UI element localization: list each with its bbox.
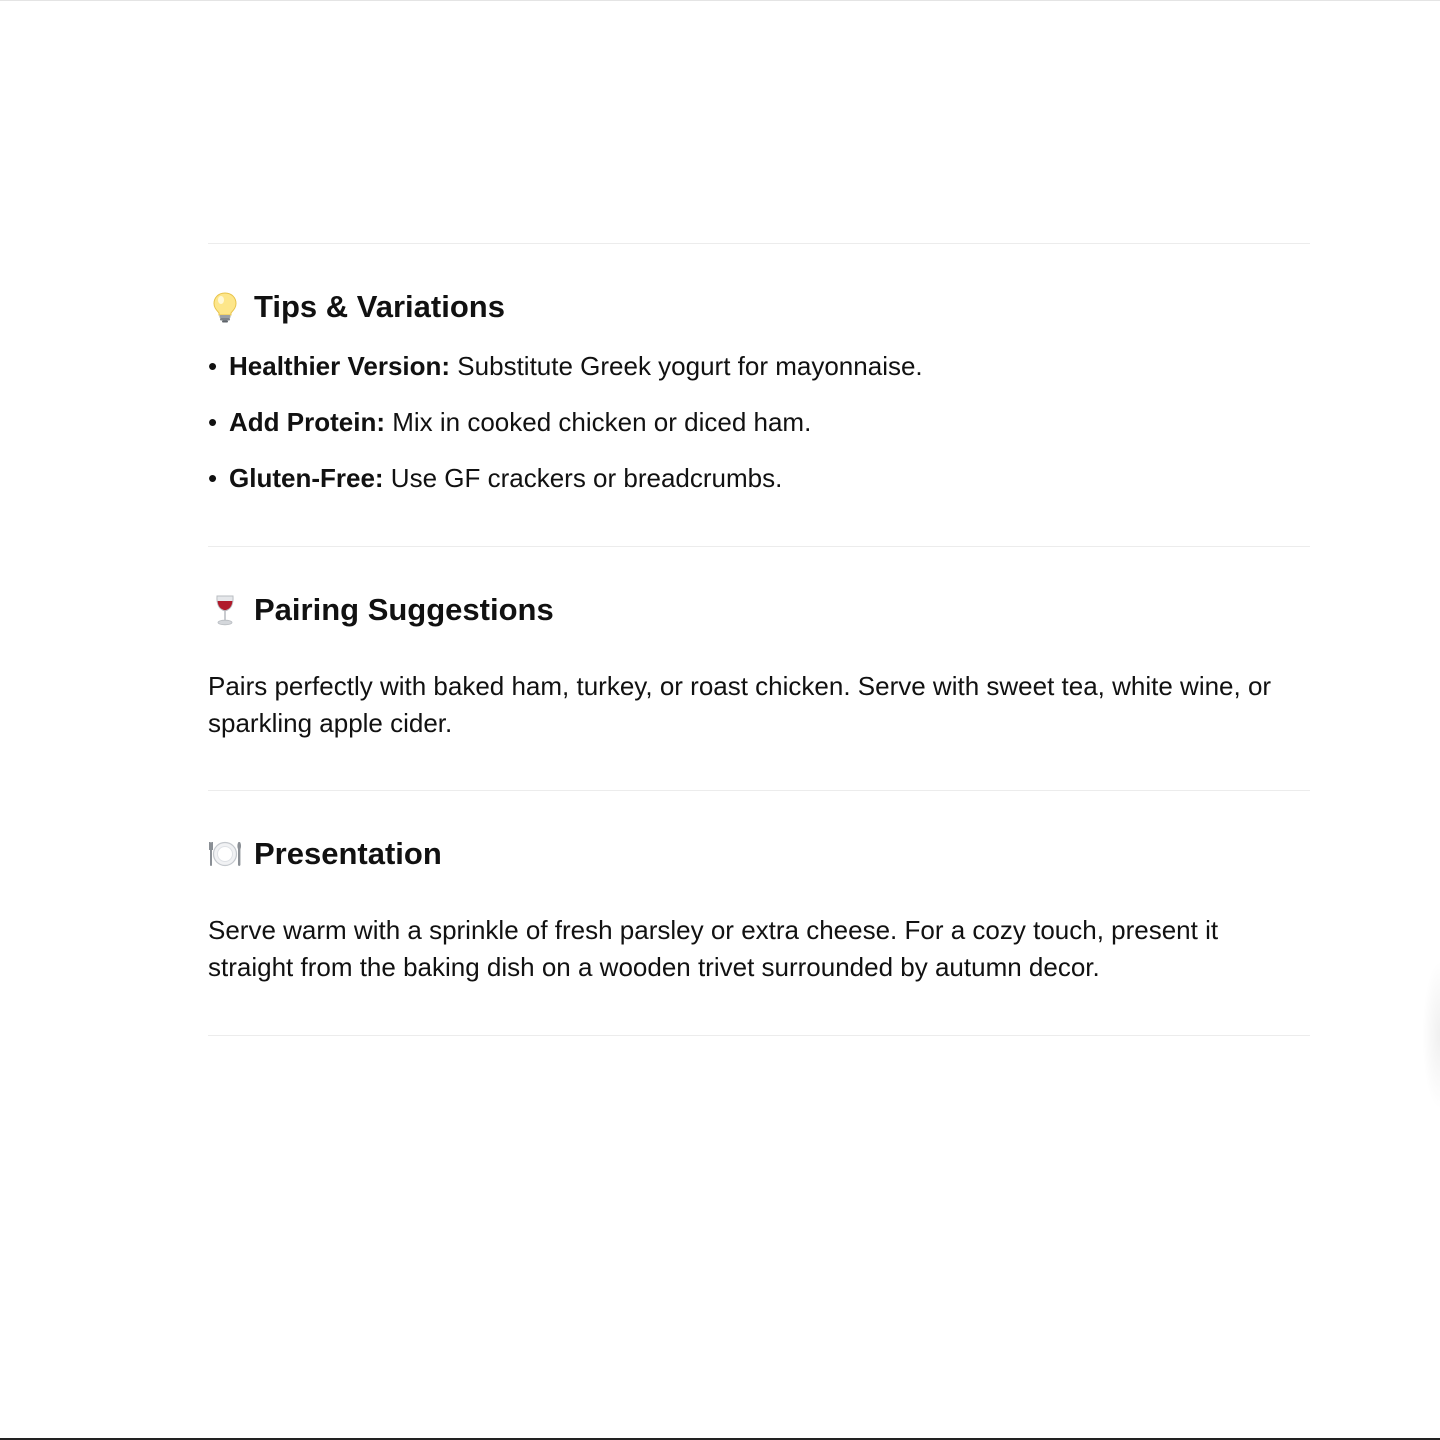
divider	[208, 790, 1310, 791]
bullet-dot: •	[208, 351, 218, 381]
edge-shadow	[1422, 960, 1440, 1110]
plate-cutlery-icon	[208, 837, 242, 871]
list-item-text: Mix in cooked chicken or diced ham.	[385, 407, 812, 437]
list-item-label: Add Protein:	[229, 407, 385, 437]
list-item	[208, 351, 923, 381]
presentation-paragraph: Serve warm with a sprinkle of fresh parsley or extra cheese. For a cozy touch, present it straight from the baking dish on a wooden trivet surrounded by autumn decor.	[208, 915, 1219, 982]
divider	[208, 1035, 1310, 1036]
presentation-title: Presentation	[254, 836, 442, 871]
presentation-heading	[208, 836, 442, 872]
tips-heading	[208, 289, 505, 325]
pairing-heading	[208, 592, 554, 628]
divider	[208, 546, 1310, 547]
list-item-label: Healthier Version:	[229, 351, 451, 381]
list-item	[208, 463, 782, 493]
top-edge-line	[0, 0, 1440, 1]
pairing-paragraph: Pairs perfectly with baked ham, turkey, or roast chicken. Serve with sweet tea, white wine, or sparkling apple cider.	[208, 671, 1272, 738]
tips-title: Tips & Variations	[254, 289, 505, 324]
pairing-title: Pairing Suggestions	[254, 592, 554, 627]
divider	[208, 243, 1310, 244]
wine-glass-icon	[208, 593, 242, 627]
bullet-dot: •	[208, 463, 218, 493]
list-item-text: Use GF crackers or breadcrumbs.	[383, 463, 783, 493]
bullet-dot: •	[208, 407, 218, 437]
list-item-text: Substitute Greek yogurt for mayonnaise.	[450, 351, 923, 381]
list-item-label: Gluten-Free:	[229, 463, 384, 493]
lightbulb-icon	[208, 290, 242, 324]
list-item	[208, 407, 811, 437]
